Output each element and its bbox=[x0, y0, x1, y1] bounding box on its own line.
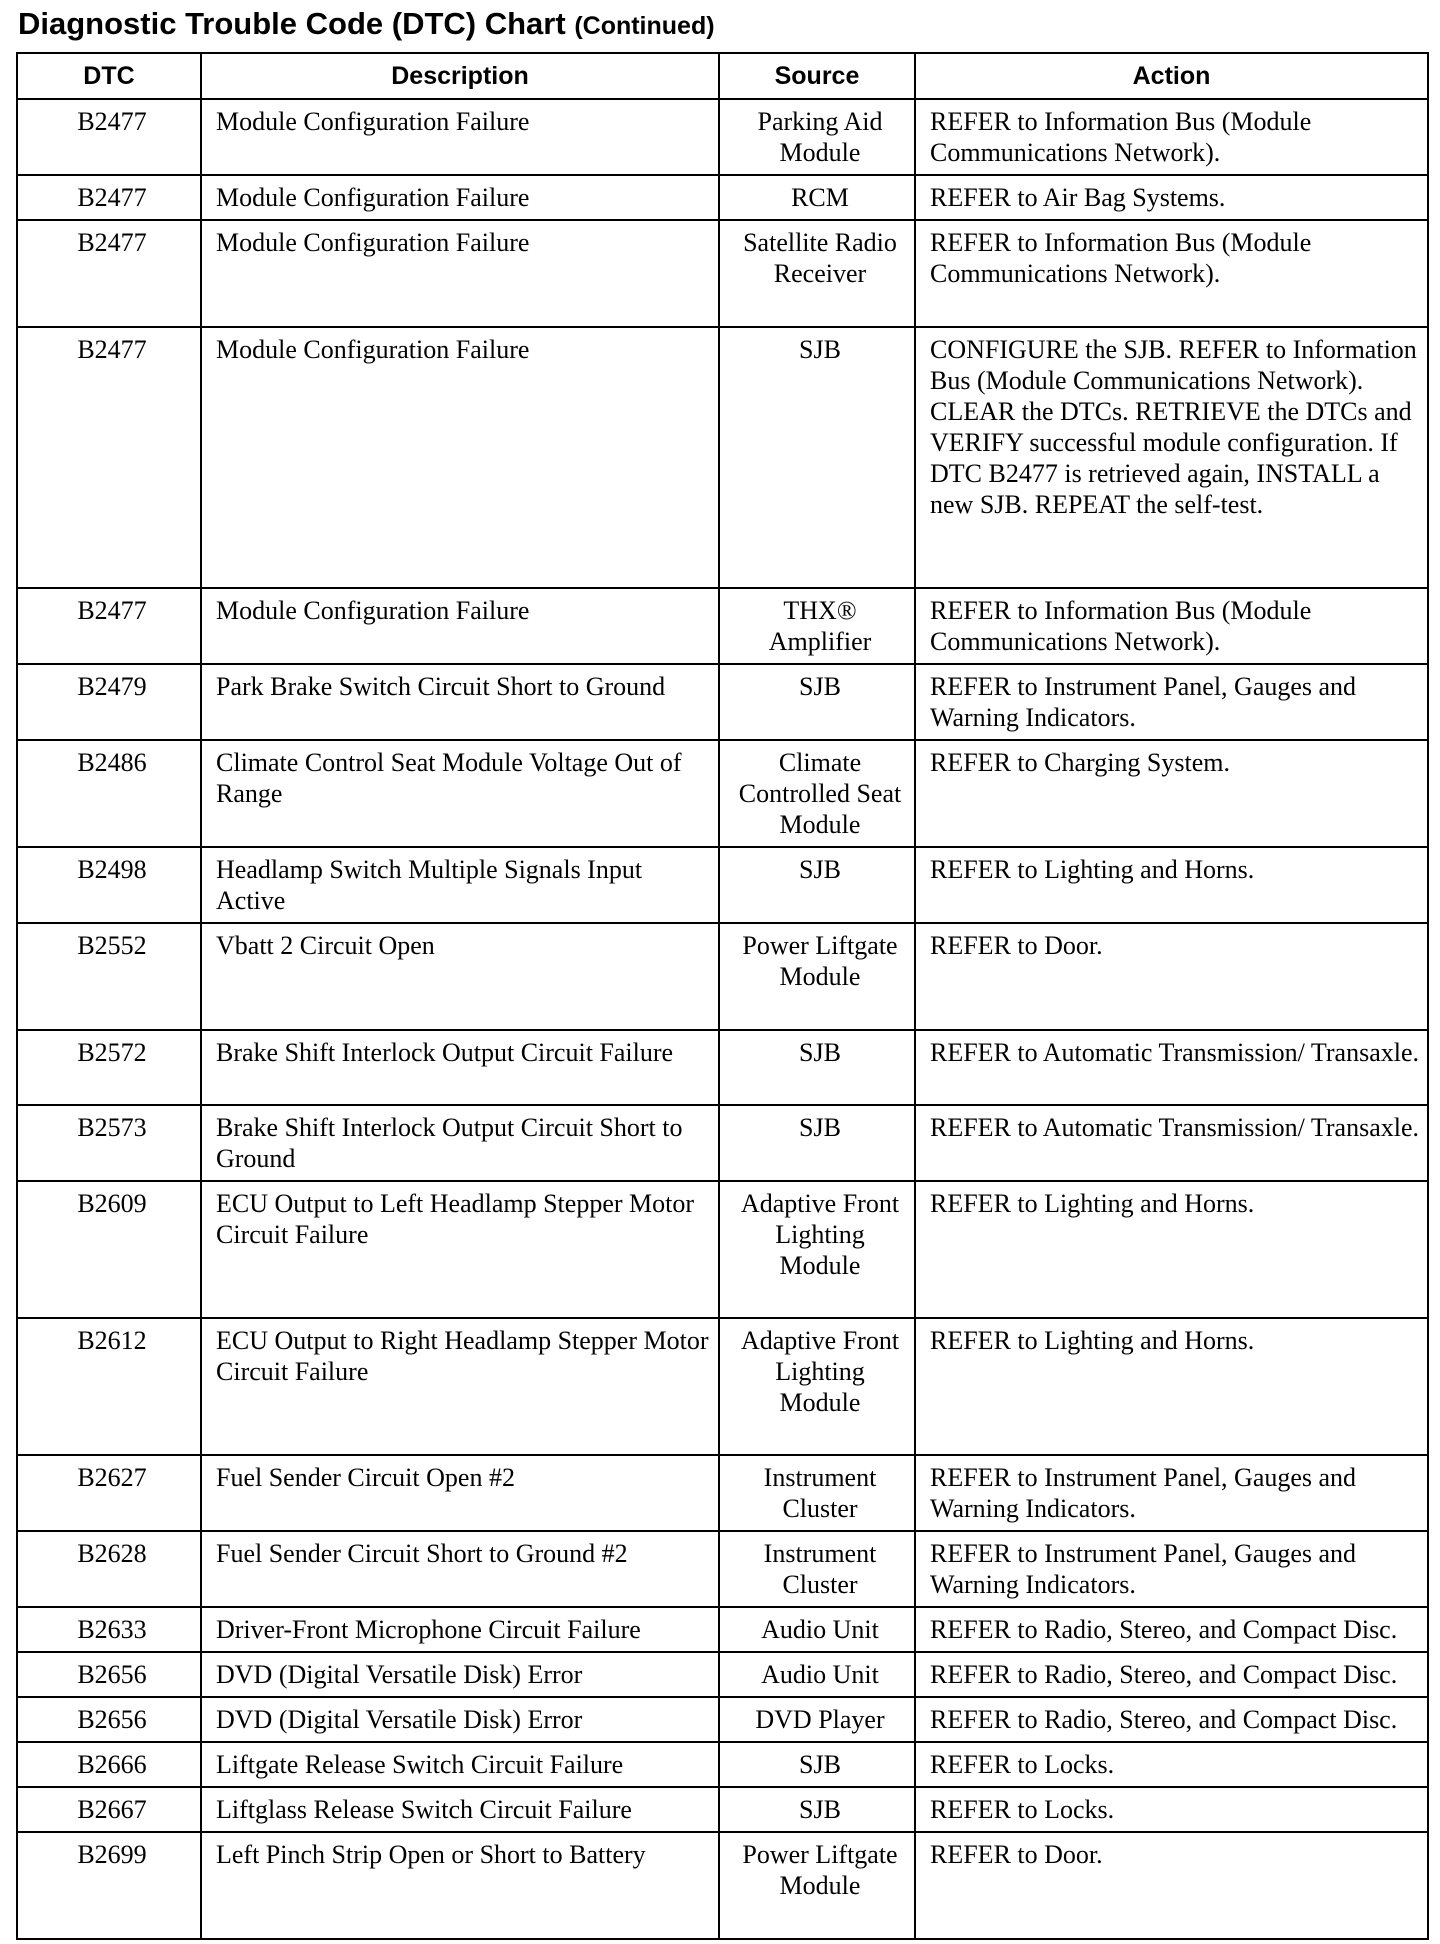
action-cell: REFER to Information Bus (Module Communications Network). bbox=[915, 220, 1428, 327]
source-cell: THX® Amplifier bbox=[719, 588, 915, 664]
source-cell: Adaptive Front Lighting Module bbox=[719, 1318, 915, 1455]
description-cell: Climate Control Seat Module Voltage Out of Range bbox=[201, 740, 719, 847]
action-cell: REFER to Radio, Stereo, and Compact Disc. bbox=[915, 1607, 1428, 1652]
action-cell: REFER to Locks. bbox=[915, 1787, 1428, 1832]
page-title bbox=[18, 6, 715, 42]
description-cell: Liftglass Release Switch Circuit Failure bbox=[201, 1787, 719, 1832]
action-cell: REFER to Charging System. bbox=[915, 740, 1428, 847]
source-cell: Power Liftgate Module bbox=[719, 923, 915, 1030]
dtc-cell: B2498 bbox=[17, 847, 201, 923]
table-row bbox=[17, 1697, 1428, 1742]
table-row bbox=[17, 1832, 1428, 1939]
column-header-description: Description bbox=[201, 53, 719, 99]
description-cell: DVD (Digital Versatile Disk) Error bbox=[201, 1697, 719, 1742]
dtc-table bbox=[16, 52, 1429, 1940]
description-cell: Vbatt 2 Circuit Open bbox=[201, 923, 719, 1030]
table-row bbox=[17, 923, 1428, 1030]
action-cell: REFER to Lighting and Horns. bbox=[915, 1181, 1428, 1318]
dtc-cell: B2477 bbox=[17, 99, 201, 175]
source-cell: Climate Controlled Seat Module bbox=[719, 740, 915, 847]
description-cell: DVD (Digital Versatile Disk) Error bbox=[201, 1652, 719, 1697]
title-continued: (Continued) bbox=[574, 12, 715, 40]
dtc-cell: B2666 bbox=[17, 1742, 201, 1787]
action-cell: REFER to Information Bus (Module Communications Network). bbox=[915, 99, 1428, 175]
description-cell: ECU Output to Left Headlamp Stepper Motor Circuit Failure bbox=[201, 1181, 719, 1318]
action-cell: REFER to Door. bbox=[915, 923, 1428, 1030]
action-cell: CONFIGURE the SJB. REFER to Information Bus (Module Communications Network). CLEAR the DTCs. RETRIEVE the DTCs and VERIFY successful module configuration. If DTC B2477 is retrieved again, INSTALL a new SJB. REPEAT the self-test. bbox=[915, 327, 1428, 588]
description-cell: Left Pinch Strip Open or Short to Battery bbox=[201, 1832, 719, 1939]
source-cell: SJB bbox=[719, 327, 915, 588]
dtc-cell: B2612 bbox=[17, 1318, 201, 1455]
source-cell: Power Liftgate Module bbox=[719, 1832, 915, 1939]
action-cell: REFER to Door. bbox=[915, 1832, 1428, 1939]
dtc-cell: B2633 bbox=[17, 1607, 201, 1652]
table-header-row bbox=[17, 53, 1428, 99]
description-cell: Brake Shift Interlock Output Circuit Failure bbox=[201, 1030, 719, 1105]
dtc-cell: B2609 bbox=[17, 1181, 201, 1318]
table-row bbox=[17, 327, 1428, 588]
source-cell: SJB bbox=[719, 1105, 915, 1181]
table-row bbox=[17, 1607, 1428, 1652]
description-cell: Module Configuration Failure bbox=[201, 175, 719, 220]
description-cell: Fuel Sender Circuit Short to Ground #2 bbox=[201, 1531, 719, 1607]
dtc-cell: B2477 bbox=[17, 175, 201, 220]
action-cell: REFER to Automatic Transmission/ Transaxle. bbox=[915, 1105, 1428, 1181]
table-row bbox=[17, 847, 1428, 923]
source-cell: DVD Player bbox=[719, 1697, 915, 1742]
table-row bbox=[17, 1030, 1428, 1105]
table-row bbox=[17, 588, 1428, 664]
column-header-source: Source bbox=[719, 53, 915, 99]
dtc-cell: B2572 bbox=[17, 1030, 201, 1105]
table-body bbox=[17, 99, 1428, 1939]
dtc-cell: B2667 bbox=[17, 1787, 201, 1832]
description-cell: Headlamp Switch Multiple Signals Input Active bbox=[201, 847, 719, 923]
source-cell: Adaptive Front Lighting Module bbox=[719, 1181, 915, 1318]
action-cell: REFER to Radio, Stereo, and Compact Disc. bbox=[915, 1652, 1428, 1697]
table-row bbox=[17, 1105, 1428, 1181]
dtc-cell: B2477 bbox=[17, 220, 201, 327]
table-row bbox=[17, 1318, 1428, 1455]
source-cell: Parking Aid Module bbox=[719, 99, 915, 175]
description-cell: Module Configuration Failure bbox=[201, 99, 719, 175]
dtc-cell: B2699 bbox=[17, 1832, 201, 1939]
action-cell: REFER to Lighting and Horns. bbox=[915, 847, 1428, 923]
source-cell: RCM bbox=[719, 175, 915, 220]
title-text: Diagnostic Trouble Code (DTC) Chart bbox=[18, 6, 566, 41]
source-cell: SJB bbox=[719, 664, 915, 740]
dtc-cell: B2479 bbox=[17, 664, 201, 740]
dtc-cell: B2628 bbox=[17, 1531, 201, 1607]
table-row bbox=[17, 664, 1428, 740]
action-cell: REFER to Air Bag Systems. bbox=[915, 175, 1428, 220]
table-row bbox=[17, 1787, 1428, 1832]
table-row bbox=[17, 220, 1428, 327]
table-row bbox=[17, 99, 1428, 175]
source-cell: Audio Unit bbox=[719, 1607, 915, 1652]
dtc-cell: B2573 bbox=[17, 1105, 201, 1181]
table-row bbox=[17, 1455, 1428, 1531]
description-cell: Module Configuration Failure bbox=[201, 327, 719, 588]
source-cell: Satellite Radio Receiver bbox=[719, 220, 915, 327]
source-cell: SJB bbox=[719, 1787, 915, 1832]
table-row bbox=[17, 175, 1428, 220]
source-cell: Instrument Cluster bbox=[719, 1455, 915, 1531]
action-cell: REFER to Information Bus (Module Communications Network). bbox=[915, 588, 1428, 664]
table-row bbox=[17, 1531, 1428, 1607]
description-cell: Module Configuration Failure bbox=[201, 220, 719, 327]
source-cell: Audio Unit bbox=[719, 1652, 915, 1697]
dtc-cell: B2477 bbox=[17, 327, 201, 588]
description-cell: Brake Shift Interlock Output Circuit Short to Ground bbox=[201, 1105, 719, 1181]
description-cell: Park Brake Switch Circuit Short to Ground bbox=[201, 664, 719, 740]
description-cell: Module Configuration Failure bbox=[201, 588, 719, 664]
column-header-action: Action bbox=[915, 53, 1428, 99]
action-cell: REFER to Radio, Stereo, and Compact Disc. bbox=[915, 1697, 1428, 1742]
description-cell: Liftgate Release Switch Circuit Failure bbox=[201, 1742, 719, 1787]
action-cell: REFER to Automatic Transmission/ Transaxle. bbox=[915, 1030, 1428, 1105]
source-cell: SJB bbox=[719, 847, 915, 923]
source-cell: SJB bbox=[719, 1742, 915, 1787]
table-row bbox=[17, 1652, 1428, 1697]
description-cell: Fuel Sender Circuit Open #2 bbox=[201, 1455, 719, 1531]
dtc-cell: B2656 bbox=[17, 1697, 201, 1742]
table-row bbox=[17, 740, 1428, 847]
column-header-dtc: DTC bbox=[17, 53, 201, 99]
table-row bbox=[17, 1181, 1428, 1318]
dtc-cell: B2552 bbox=[17, 923, 201, 1030]
description-cell: ECU Output to Right Headlamp Stepper Motor Circuit Failure bbox=[201, 1318, 719, 1455]
source-cell: Instrument Cluster bbox=[719, 1531, 915, 1607]
action-cell: REFER to Lighting and Horns. bbox=[915, 1318, 1428, 1455]
action-cell: REFER to Locks. bbox=[915, 1742, 1428, 1787]
action-cell: REFER to Instrument Panel, Gauges and Warning Indicators. bbox=[915, 664, 1428, 740]
dtc-cell: B2486 bbox=[17, 740, 201, 847]
description-cell: Driver-Front Microphone Circuit Failure bbox=[201, 1607, 719, 1652]
dtc-cell: B2477 bbox=[17, 588, 201, 664]
table-row bbox=[17, 1742, 1428, 1787]
source-cell: SJB bbox=[719, 1030, 915, 1105]
action-cell: REFER to Instrument Panel, Gauges and Warning Indicators. bbox=[915, 1531, 1428, 1607]
dtc-cell: B2627 bbox=[17, 1455, 201, 1531]
action-cell: REFER to Instrument Panel, Gauges and Warning Indicators. bbox=[915, 1455, 1428, 1531]
dtc-cell: B2656 bbox=[17, 1652, 201, 1697]
